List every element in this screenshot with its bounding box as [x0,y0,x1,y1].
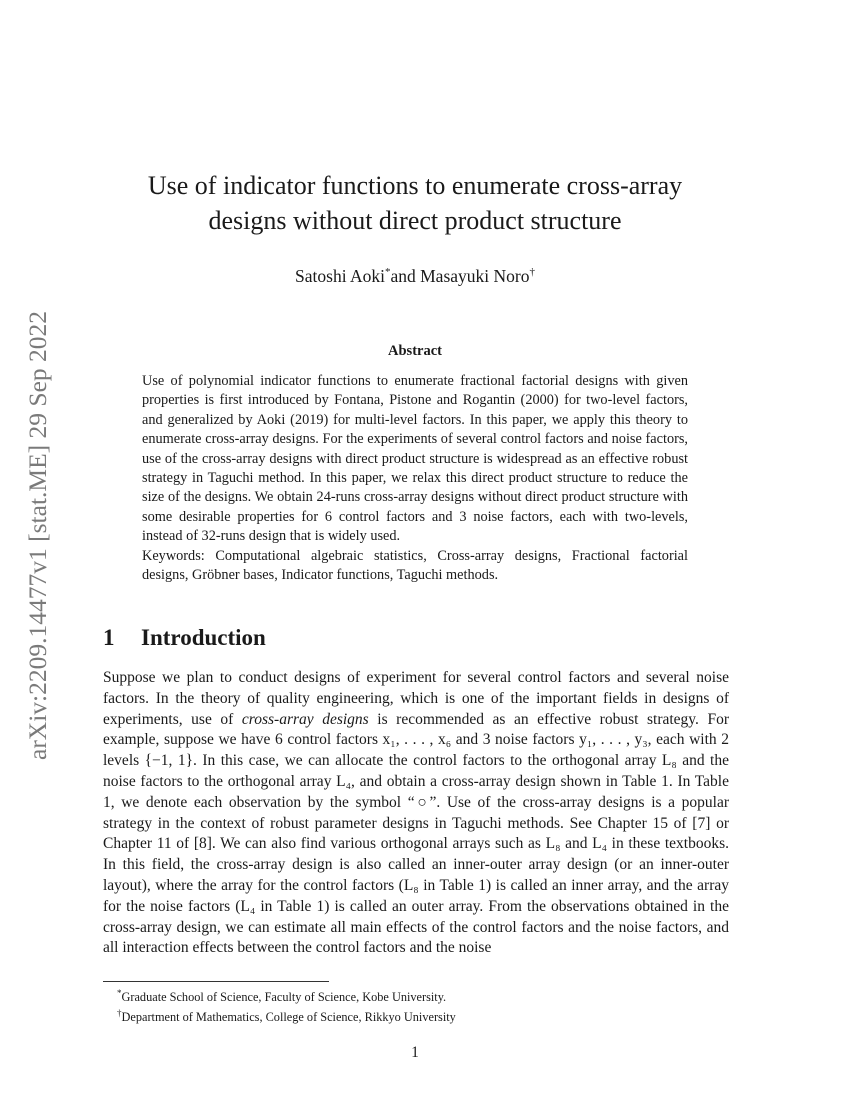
title-line-1: Use of indicator functions to enumerate cross-array [147,171,683,200]
author-joiner: and [390,265,421,286]
footnote-1 [103,985,729,1005]
title-line-2: designs without direct product structure [208,206,622,235]
section-number: 1 [103,625,115,650]
intro-text-part-1: Suppose we plan to conduct designs of experiment for several control factors and several noise factors. In the theory of quality engineering, which is one of the important fields in designs of experiments, use of [103,669,729,728]
abstract-text: Use of polynomial indicator functions to enumerate fractional factorial designs with given properties is first introduced by Fontana, Pistone and Rogantin (2000) for two-level factors, and generalized by Aoki (2019) for multi-level factors. In this paper, we apply this theory to enumerate cross-array designs. For the experiments of several control factors and noise factors, use of the cross-array designs with direct product structure is widespread as an effective robust strategy in Taguchi method. In this paper, we relax this direct product structure to reduce the size of the designs. We obtain 24-runs cross-array designs without direct product structure with some desirable properties for 6 control factors and 3 noise factors, each with two-levels, instead of 32-runs design that is widely used. [142,373,688,545]
abstract-heading: Abstract [388,343,442,359]
footnote-1-mark: * [117,988,122,998]
footnote-mark-1: * [384,266,391,278]
footnotes [103,985,729,1025]
footnote-mark-2: † [529,266,535,278]
intro-text-part-2: is recommended as an effective robust strategy. For example, suppose we have 6 control factors x₁, . . . , x₆ and 3 noise factors y₁, . . . , y₃, each with 2 levels {−1, 1}. In this case, we can allocate the control factors to the orthogonal array L₈ and the noise factors to the orthogonal array L₄, and obtain a cross-array design shown in Table 1. In Table 1, we denote each observation by the symbol “○”. Use of the cross-array designs is a popular strategy in the context of robust parameter designs in Taguchi methods. See Chapter 15 of [7] or Chapter 11 of [8]. We can also find various orthogonal arrays such as L₈ and L₄ in these textbooks. In this field, the cross-array design is also called an inner-outer array design (or an inner-outer layout), where the array for the control factors (L₈ in Table 1) is called an inner array, and the array for the noise factors (L₄ in Table 1) is called an outer array. From the observations obtained in the cross-array design, we can estimate all main effects of the control factors and the noise factors, and all interaction effects between the control factors and the noise [103,710,730,957]
keywords: Keywords: Computational algebraic statistics, Cross-array designs, Fractional factorial designs, Gröbner bases, Indicator functions, Taguchi methods. [142,547,688,584]
introduction-paragraph [103,668,729,959]
footnote-rule [103,981,329,982]
section-title: Introduction [141,625,266,650]
arxiv-identifier: arXiv:2209.14477v1 [stat.ME] 29 Sep 2022 [23,310,52,760]
footnote-2-text: Department of Mathematics, College of Science, Rikkyo University [121,1010,456,1025]
section-heading [103,625,266,651]
footnote-2 [103,1005,729,1025]
footnote-1-text: Graduate School of Science, Faculty of Science, Kobe University. [121,990,447,1005]
abstract-body [142,372,688,585]
author-list [90,260,740,288]
page-number: 1 [411,1044,419,1061]
author-noro: Masayuki Noro [420,265,530,286]
footnote-2-mark: † [117,1008,122,1019]
cross-array-designs-term: cross-array designs [241,710,369,728]
paper-title [90,168,740,238]
author-aoki: Satoshi Aoki [295,265,385,286]
